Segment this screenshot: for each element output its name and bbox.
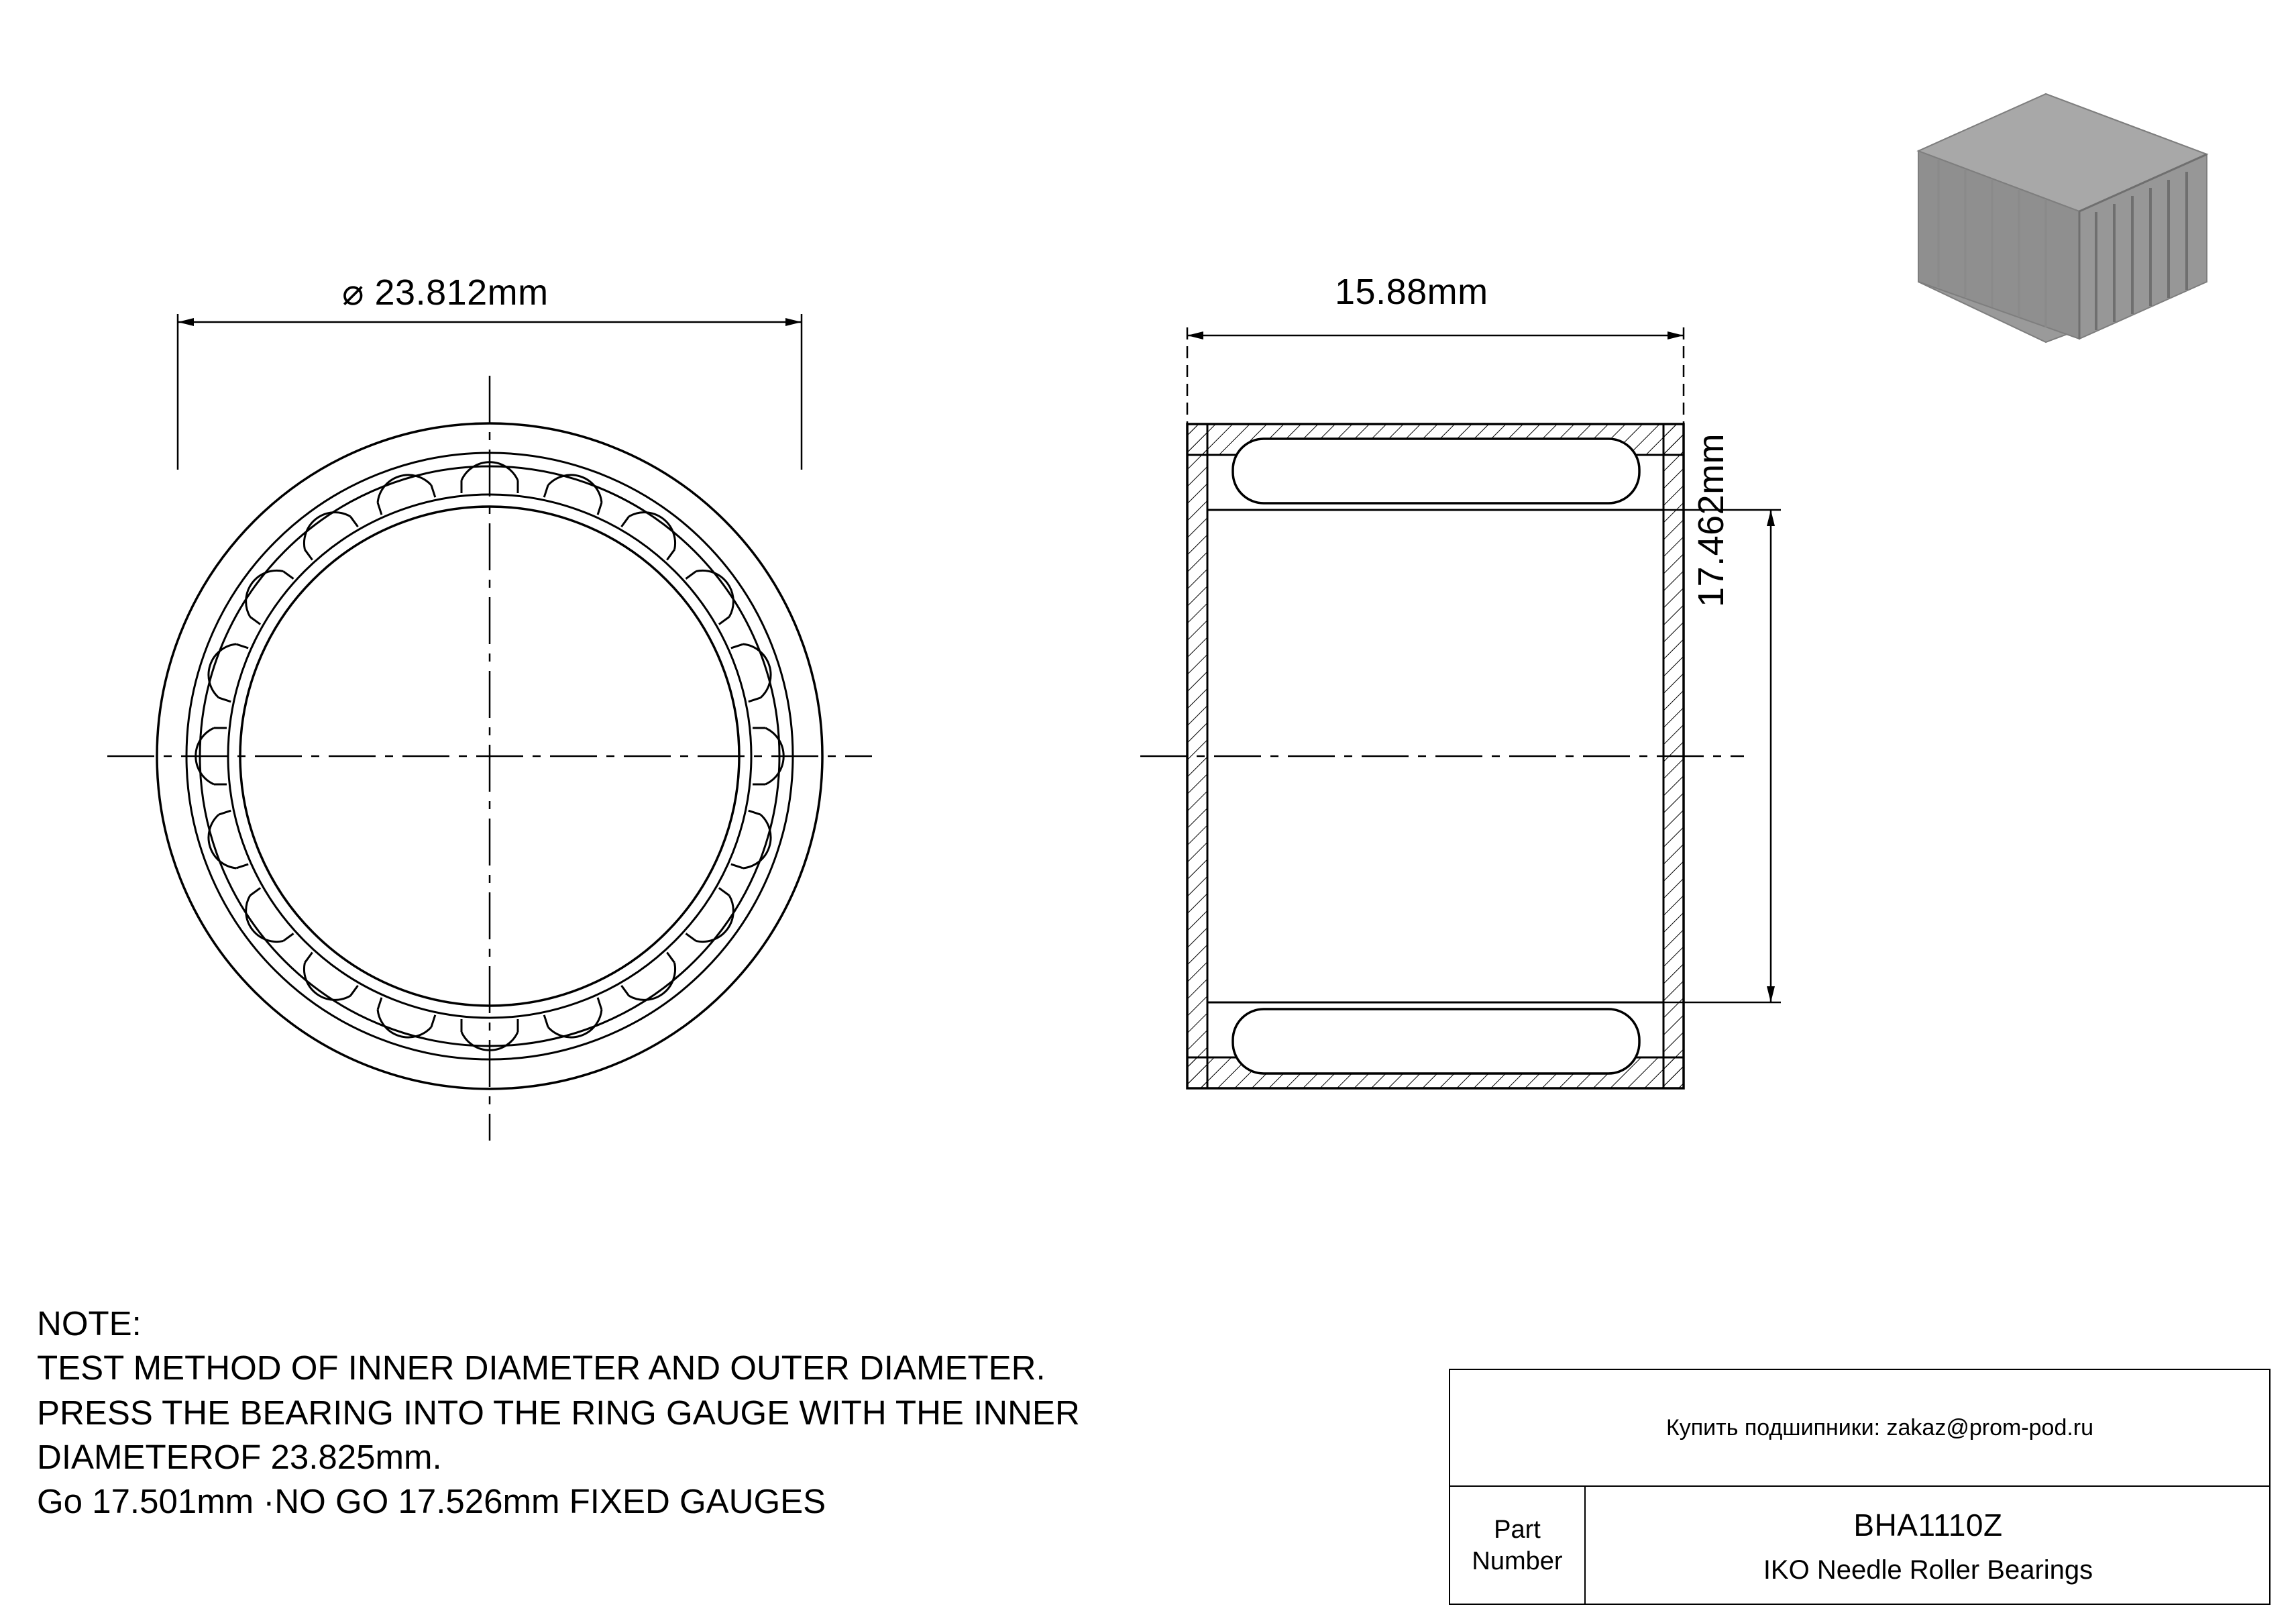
part-info: [1586, 1487, 2271, 1605]
part-description: IKO Needle Roller Bearings: [1763, 1555, 2093, 1585]
part-label-line2: Number: [1472, 1547, 1563, 1575]
note-line-2: PRESS THE BEARING INTO THE RING GAUGE WITH THE INNER: [37, 1393, 1080, 1432]
inner-diameter-label: 17.462mm: [1691, 433, 1731, 607]
note-block: [37, 1302, 1080, 1524]
part-label-line1: Part: [1494, 1515, 1541, 1544]
note-heading: NOTE:: [37, 1304, 142, 1343]
note-line-3: DIAMETEROF 23.825mm.: [37, 1437, 442, 1476]
outer-diameter-label: ⌀ 23.812mm: [342, 272, 549, 313]
isometric-bearing-view: [1918, 94, 2207, 342]
part-number-value: BHA1110Z: [1853, 1507, 2003, 1542]
note-line-1: TEST METHOD OF INNER DIAMETER AND OUTER DIAMETER.: [37, 1349, 1046, 1388]
width-label: 15.88mm: [1335, 272, 1488, 312]
title-block: [1449, 1369, 2271, 1605]
width-dimension: [1187, 327, 1684, 429]
part-number-label: [1450, 1487, 1584, 1605]
front-view-centerlines: [107, 376, 872, 1141]
title-block-contact-row: [1450, 1370, 2269, 1487]
contact-text: Купить подшипники: zakaz@prom-pod.ru: [1665, 1414, 2094, 1441]
note-line-4: Go 17.501mm ·NO GO 17.526mm FIXED GAUGES: [37, 1482, 826, 1521]
